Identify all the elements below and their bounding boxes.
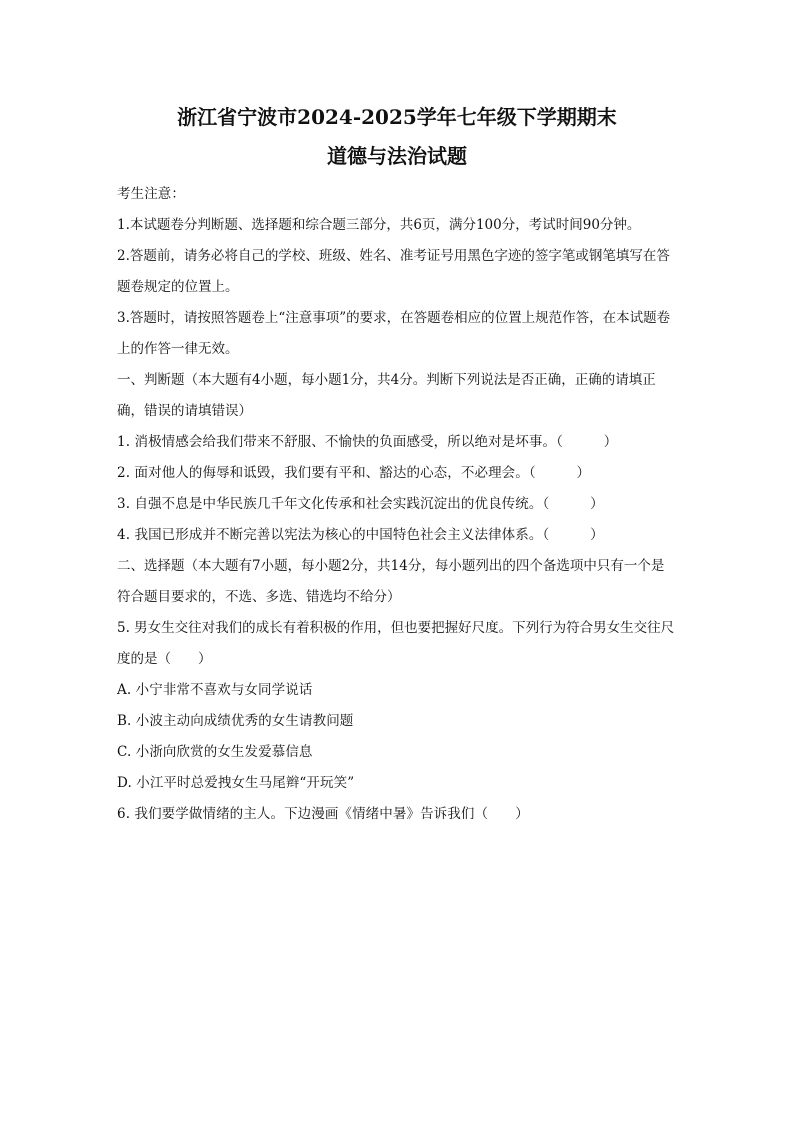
question-6-stem: 6. 我们要学做情绪的主人。下边漫画《情绪中暑》告诉我们（ ） [117,806,529,822]
section1-heading: 一、判断题（本大题有4小题，每小题1分，共4分。判断下列说法是否正确，正确的请填正确，错误的请填错误） [117,372,656,419]
notice-item-3: 3.答题时，请按照答题卷上“注意事项”的要求，在答题卷相应的位置上规范作答，在本试题卷上的作答一律无效。 [117,310,671,357]
question-5-option-a: A. 小宁非常不喜欢与女同学说话 [117,682,313,698]
notice-item-2: 2.答题前，请务必将自己的学校、班级、姓名、准考证号用黑色字迹的签字笔或钢笔填写在答题卷规定的位置上。 [117,248,670,295]
question-5-option-d: D. 小江平时总爱拽女生马尾辫“开玩笑” [117,775,355,791]
exam-subject-title: 道德与法治试题 [327,144,467,168]
judgment-question-2: 2. 面对他人的侮辱和诋毁，我们要有平和、豁达的心态，不必理会。（ ） [117,465,591,481]
exam-title: 浙江省宁波市2024-2025学年七年级下学期期末 [177,105,617,129]
question-5-option-b: B. 小波主动向成绩优秀的女生请教问题 [117,713,354,729]
section2-heading: 二、选择题（本大题有7小题，每小题2分，共14分，每小题列出的四个备选项中只有一个是符合题目要求的，不选、多选、错选均不给分） [117,558,665,605]
question-5-option-c: C. 小浙向欣赏的女生发爱慕信息 [117,744,313,760]
question-5-stem: 5. 男女生交往对我们的成长有着积极的作用，但也要把握好尺度。下列行为符合男女生交往尺度的是（ ） [117,620,675,667]
notice-heading: 考生注意： [117,186,185,202]
notice-item-1: 1.本试题卷分判断题、选择题和综合题三部分，共6页，满分100分，考试时间90分钟。 [117,217,641,233]
judgment-question-3: 3. 自强不息是中华民族几千年文化传承和社会实践沉淀出的优良传统。（ ） [117,496,604,512]
judgment-question-1: 1. 消极情感会给我们带来不舒服、不愉快的负面感受，所以绝对是坏事。（ ） [117,434,618,450]
exam-page [117,100,677,830]
judgment-question-4: 4. 我国已形成并不断完善以宪法为核心的中国特色社会主义法律体系。（ ） [117,527,604,543]
